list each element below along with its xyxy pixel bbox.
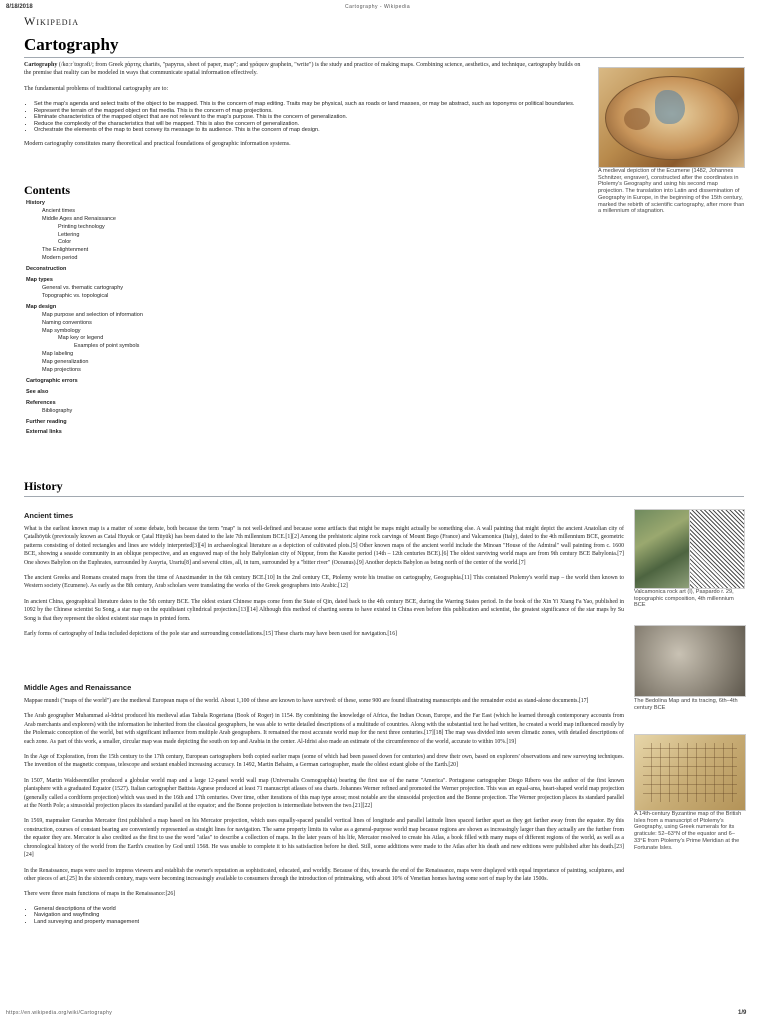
article-intro: [24, 61, 586, 156]
toc-item[interactable]: Lettering: [58, 231, 80, 238]
toc-item[interactable]: Bibliography: [42, 407, 73, 414]
toc-item[interactable]: External links: [26, 429, 62, 436]
toc-item[interactable]: The Enlightenment: [42, 247, 89, 254]
toc-item[interactable]: Deconstruction: [26, 266, 67, 273]
paragraph: There were three main functions of maps in the Renaissance:[26]: [24, 891, 176, 898]
toc-item[interactable]: Topographic vs. topological: [42, 292, 109, 299]
history-heading: History: [24, 479, 63, 493]
wikipedia-wordmark[interactable]: Wikipedia: [24, 14, 79, 28]
valcamonica-caption: Valcamonica rock art (I), Paspardo r. 29, topographic composition, 4th millennium BCE: [634, 589, 734, 609]
bedolina-caption: The Bedolina Map and its tracing, 6th–4th century BCE: [634, 698, 738, 711]
list-item: • Set the map's agenda and select traits of the object to be mapped. This is the concern of map editing. Traits may be physical, such as roads or land masses, or may be abstract, such as toponyms or political boundaries.: [34, 101, 586, 108]
paragraph: The Arab geographer Muhammad al-Idrisi produced his medieval atlas Tabula Rogeriana (Book of Roger) in 1154. By combining the knowledge of Africa, the Indian Ocean, Europe, and the Far East (which he learned through contemporary accounts from Arab merchants and explorers) with the information he inherited from the classical geographers, he was able to write detailed descriptions of a multitude of countries. Along with the substantial text he had written, he created a world map influenced mostly by the Ptolemaic conception of the world, but with significant influence from multiple Arab geographers. It remained the most accurate world map for the next three centuries.[17][18] The map was divided into seven climatic zones, with detailed descriptions of each zone. As part of this work, a smaller, circular map was made depicting the south on top and Arabia in the center. Al-Idrisi also made an estimate of the circumference of the world, accurate to within 10%.[19]: [24, 713, 624, 745]
map-sea-shape: [655, 90, 685, 124]
toc-item[interactable]: Map purpose and selection of information: [42, 311, 143, 318]
list-item: • General descriptions of the world: [34, 906, 624, 913]
ecumene-caption: A medieval depiction of the Ecumene (1482, Johannes Schnitzer, engraver), constructed after the coordinates in Ptolemy's Geography and using his second map projection. The translation into Latin and dissemination of Geography in Europe, in the beginning of the 15th century, marked the rebirth of scientific cartography, after more than a millennium of stagnation.: [598, 168, 745, 215]
map-land-shape: [624, 108, 650, 130]
ancient-times-heading: Ancient times: [24, 511, 74, 520]
toc-item[interactable]: Map key or legend: [58, 335, 104, 342]
toc-item[interactable]: Modern period: [42, 255, 78, 262]
toc-item[interactable]: Ancient times: [42, 207, 76, 214]
contents-heading: Contents: [24, 183, 71, 197]
print-source-title: Cartography - Wikipedia: [345, 4, 411, 10]
toc-item[interactable]: Map generalization: [42, 359, 89, 366]
paragraph: In 1569, mapmaker Gerardus Mercator first published a map based on his Mercator projection, which uses equally-spaced parallel vertical lines of longitude and parallel latitude lines spaced farther apart as they get farther away from the equator. By this construction, courses of constant bearing are conveniently represented as straight lines for navigation. The same property limits its value as a general-purpose world map because regions are shown as increasingly larger than they actually are the further from the equator they are. Mercator is also credited as the first to use the word "atlas" to describe a collection of maps. In the later years of his life, Mercator resolved to create his Atlas, a book filled with many maps of different regions of the world, as well as a chronological history of the world from the Earth's creation by God until 1568. He was unable to complete it to his satisfaction before he died. Still, some additions were made to the Atlas after his death and new editions were published after his death.[23][24]: [24, 818, 624, 859]
print-date: 8/18/2018: [6, 4, 33, 10]
list-item: • Navigation and wayfinding: [34, 912, 624, 919]
intro-closing: Modern cartography constitutes many theoretical and practical foundations of geographic information systems.: [24, 140, 291, 147]
table-of-contents: [24, 183, 224, 437]
paragraph: Mappae mundi ("maps of the world") are the medieval European maps of the world. About 1,100 of these are known to have survived: of these, some 900 are found illustrating manuscripts and the remainder exist as stand-alone documents.[17]: [24, 698, 589, 704]
toc-item[interactable]: Printing technology: [58, 223, 105, 230]
toc-item[interactable]: Cartographic errors: [26, 377, 78, 384]
map-graticule: [643, 743, 737, 802]
intro-problems-list: [24, 101, 586, 134]
history-divider: [24, 496, 744, 497]
ecumene-map-image[interactable]: [598, 67, 745, 168]
title-divider: [24, 57, 744, 58]
toc-item[interactable]: History: [26, 199, 45, 206]
toc-item[interactable]: Map projections: [42, 367, 81, 374]
valcamonica-photo[interactable]: [634, 509, 690, 589]
list-item: • Land surveying and property management: [34, 919, 624, 926]
paragraph: In ancient China, geographical literature dates to the 5th century BCE. The oldest extant Chinese maps come from the State of Qin, dated back to the 4th century BCE, during the Warring States period. In the book of the Xin Yi Xiang Fa Yao, published in 1092 by the Chinese scientist Su Song, a star map on the equidistant cylindrical projection.[13][14] Although this method of charting seems to have existed in China even before this publication and scientist, the greatest significance of the star maps by Su Song is that they represent the oldest existent star maps in printed form.: [24, 598, 624, 622]
intro-lead-term: Cartography: [24, 62, 58, 68]
toc-item[interactable]: Further reading: [26, 418, 67, 425]
toc-item[interactable]: See also: [26, 388, 49, 395]
toc-item[interactable]: Color: [58, 239, 72, 246]
intro-problems-lead: The fundamental problems of traditional cartography are to:: [24, 86, 169, 92]
renaissance-functions-list: [24, 906, 624, 926]
toc-item[interactable]: Map design: [26, 303, 57, 310]
toc-item[interactable]: Naming conventions: [42, 319, 92, 326]
page-number: 1/9: [738, 1010, 747, 1016]
toc-item[interactable]: General vs. thematic cartography: [42, 284, 124, 291]
toc-item[interactable]: Map symbology: [42, 327, 81, 334]
middle-ages-heading: Middle Ages and Renaissance: [24, 683, 132, 692]
byzantine-map-caption: A 14th-century Byzantine map of the British Isles from a manuscript of Ptolemy's Geography, using Greek numerals for its graticule: 52–63°N of the equator and 6–33°E from Ptolemy's Prime Meridian at the Fortunate Isles.: [634, 811, 742, 851]
ancient-times-section: [24, 525, 624, 645]
bedolina-map-image[interactable]: [634, 625, 746, 697]
list-item: • Eliminate characteristics of the mapped object that are not relevant to the map's purpose. This is the concern of generalization.: [34, 114, 586, 121]
byzantine-map-image[interactable]: [634, 734, 746, 811]
list-item: • Orchestrate the elements of the map to best convey its message to its audience. This is the concern of map design.: [34, 127, 586, 134]
list-item: • Reduce the complexity of the characteristics that will be mapped. This is also the concern of generalization.: [34, 121, 586, 128]
paragraph: In 1507, Martin Waldseemüller produced a globular world map and a large 12-panel world wall map (Universalis Cosmographia) bearing the first use of the name "America". Portuguese cartographer Diego Ribero was the author of the first known planisphere with a graduated Equator (1527). Italian cartographer Battista Agnese produced at least 71 manuscript atlases of sea charts. Johannes Werner refined and promoted the Werner projection. This was an equal-area, heart-shaped world map projection (generally called a cordiform projection) which was used in the 16th and 17th centuries. Over time, other iterations of this map type arose; most notable are the sinusoidal projection and the Bonne projection. The Werner projection places its standard parallel at the North Pole; a sinusoidal projection places its standard parallel at the equator; and the Bonne projection is intermediate between the two.[21][22]: [24, 777, 624, 810]
paragraph: What is the earliest known map is a matter of some debate, both because the term "map" is not well-defined and because some artifacts that might be maps might actually be something else. A wall painting that might depict the ancient Anatolian city of Çatalhöyük (previously known as Catal Huyuk or Çatal Hüyük) has been dated to the late 7th millennium BCE.[1][2] Among the prehistoric alpine rock carvings of Mount Bego (France) and Valcamonica (Italy), dated to the 4th millennium BCE, geometric patterns consisting of dotted rectangles and lines are widely interpreted[3][4] in archaeological literature as a depiction of cultivated plots.[5] Other known maps of the ancient world include the Minoan "House of the Admiral" wall painting from c. 1600 BCE, showing a seaside community in an oblique perspective, and an engraved map of the holy Babylonian city of Nippur, from the Kassite period (14th – 12th centuries BCE).[6] The oldest surviving world maps are from 9th century BCE Babylonia.[7] One shows Babylon on the Euphrates, surrounded by Assyria, Urartu[8] and several cities, all, in turn, surrounded by a "bitter river" (Oceanus).[9] Another depicts Babylon as being north of the center of the world.[7]: [24, 526, 624, 566]
toc-item[interactable]: Map labeling: [42, 351, 74, 358]
paragraph: The ancient Greeks and Romans created maps from the time of Anaximander in the 6th century BCE.[10] In the 2nd century CE, Ptolemy wrote his treatise on cartography, Geographia.[11] This contained Ptolemy's world map – the world then known to Western society (Ecumene). As early as the 8th century, Arab scholars were translating the works of the Greek geographers into Arabic.[12]: [24, 575, 624, 590]
paragraph: In the Age of Exploration, from the 15th century to the 17th century, European cartographers both copied earlier maps (some of which had been passed down for centuries) and drew their own, based on explorers' observations and new surveying techniques. The invention of the magnetic compass, telescope and sextant enabled increasing accuracy. In 1492, Martin Behaim, a German cartographer, made the oldest extant globe of the Earth.[20]: [24, 754, 624, 769]
contents-list: [24, 200, 224, 437]
toc-item[interactable]: Middle Ages and Renaissance: [42, 215, 116, 222]
list-item: • Represent the terrain of the mapped object on flat media. This is the concern of map projections.: [34, 108, 586, 115]
middle-ages-section: [24, 697, 624, 931]
valcamonica-tracing[interactable]: [689, 509, 745, 589]
paragraph: In the Renaissance, maps were used to impress viewers and establish the owner's reputation as sophisticated, educated, and worldly. Because of this, towards the end of the Renaissance, maps were displayed with equal importance of painting, sculptures, and other pieces of art.[25] In the sixteenth century, maps were becoming increasingly available to consumers through the introduction of printmaking, with about 10% of Venetian homes having some sort of map by the late 1500s.: [24, 867, 624, 882]
intro-paragraph: [24, 61, 586, 77]
paragraph: Early forms of cartography of India included depictions of the pole star and surrounding constellations.[15] These charts may have been used for navigation.[16]: [24, 631, 398, 638]
print-url: https://en.wikipedia.org/wiki/Cartography: [6, 1010, 113, 1016]
intro-text: (/kɑːrˈtɒɡrəfi/; from Greek χάρτης chartēs, "papyrus, sheet of paper, map"; and γράφειν graphein, "write") is the study and practice of making maps. Combining science, aesthetics, and technique, cartography builds on the premise that reality can be modeled in ways that communicate spatial information effectively.: [24, 62, 581, 76]
toc-item[interactable]: Examples of point symbols: [74, 343, 140, 350]
toc-item[interactable]: References: [26, 399, 56, 406]
toc-item[interactable]: Map types: [26, 277, 53, 284]
page-title: Cartography: [24, 35, 119, 54]
